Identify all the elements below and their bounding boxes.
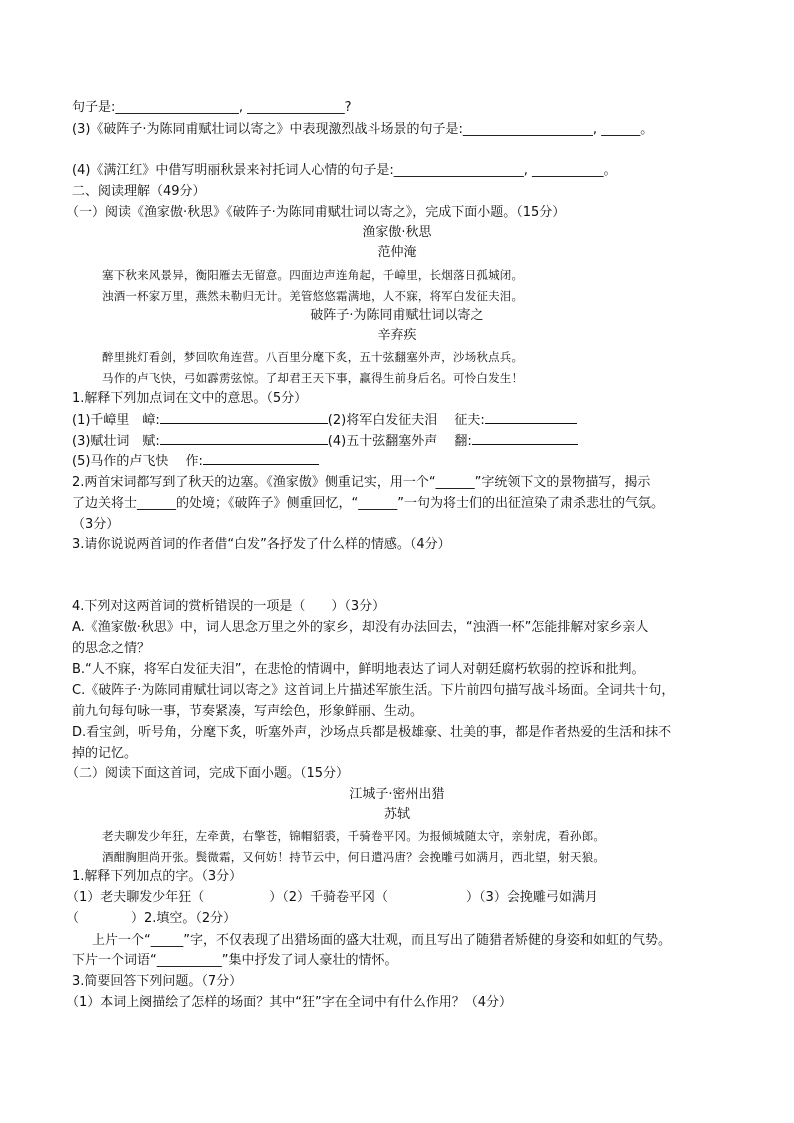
option-c: C.《破阵子·为陈同甫赋壮词以寄之》这首词上片描述军旅生活。下片前四句描写战斗场面。全词共十句，: [72, 683, 675, 698]
option-a: A.《渔家傲·秋思》中，词人思念万里之外的家乡，却没有办法回去，“浊酒一杯”怎能排解对家乡亲人: [72, 620, 649, 635]
option-b: B.“人不寐，将军白发征夫泪”，在悲怆的情调中，鲜明地表达了词人对朝廷腐朽软弱的控诉和批判。: [72, 662, 645, 677]
poem-line: 醉里挑灯看剑，梦回吹角连营。八百里分麾下炙，五十弦翻塞外声，沙场秋点兵。: [102, 350, 524, 364]
poem-author: 苏轼: [383, 807, 410, 822]
poem-author: 范仲淹: [377, 245, 417, 260]
question-text: 下片一个词语“__________”集中抒发了词人豪壮的情怀。: [72, 953, 398, 968]
answer-blank[interactable]: [485, 411, 577, 424]
poem-line: 马作的卢飞快，弓如霹雳弦惊。了却君王天下事，赢得生前身后名。可怜白发生！: [102, 371, 524, 385]
option-a-cont: 的思念之情？: [72, 641, 151, 656]
poem-title: 江城子·密州出猎: [349, 787, 445, 802]
poem-title: 破阵子·为陈同甫赋壮词以寄之: [310, 308, 484, 323]
option-d-cont: 掉的记忆。: [72, 746, 138, 761]
question-row: [72, 432, 734, 451]
question-text: 4.下列对这两首词的赏析错误的一项是（ ）（3分）: [72, 599, 386, 614]
question-text: 2.两首宋词都写到了秋天的边塞。《渔家傲》侧重记实，用一个“______”字统领下文的景物描写，揭示: [72, 475, 651, 490]
section-heading: 二、阅读理解（49分）: [72, 184, 206, 199]
question-text: 3.请你说说两首词的作者借“白发”各抒发了什么样的情感。（4分）: [72, 537, 451, 552]
poem-line: 浊酒一杯家万里，燕然未勒归无计。羌管悠悠霜满地，人不寐，将军白发征夫泪。: [102, 289, 524, 303]
question-text: （1）老夫聊发少年狂（ ）（2）千骑卷平冈（ ）（3）会挽雕弓如满月: [66, 890, 598, 905]
question-text: 了边关将士______的处境；《破阵子》侧重回忆，“______”一句为将士们的出征渲染了肃杀悲壮的气氛。: [72, 496, 664, 511]
question-heading: 1.解释下列加点的字。（3分）: [72, 869, 243, 884]
question-text: 上片一个“_____”字，不仅表现了出猎场面的盛大壮观，而且写出了随猎者矫健的身姿和如虹的气势。: [66, 933, 671, 948]
option-d: D.看宝剑，听号角，分麾下炙，听塞外声，沙场点兵都是极雄豪、壮美的事，都是作者热爱的生活和抹不: [72, 725, 672, 740]
question-text: （ ）2.填空。（2分）: [66, 911, 237, 926]
question-item: (2)将军白发征夫泪 征夫:: [327, 413, 485, 428]
question-text: （3分）: [72, 517, 120, 532]
question-heading: 1.解释下列加点词在文中的意思。（5分）: [72, 391, 308, 406]
option-c-cont: 前九句每句咏一事，节奏紧凑，写声绘色，形象鲜丽、生动。: [72, 704, 424, 719]
answer-blank[interactable]: [472, 432, 578, 445]
text-line: (3)《破阵子·为陈同甫赋壮词以寄之》中表现激烈战斗场景的句子是:____________________, ______。: [72, 122, 654, 137]
poem-line: 塞下秋来风景异，衡阳雁去无留意。四面边声连角起，千嶂里，长烟落日孤城闭。: [102, 268, 524, 282]
poem-line: 老夫聊发少年狂，左牵黄，右擎苍，锦帽貂裘，千骑卷平冈。为报倾城随太守，亲射虎，看孙郎。: [102, 829, 606, 843]
subsection-heading: （二）阅读下面这首词，完成下面小题。（15分）: [66, 766, 350, 781]
poem-title: 渔家傲·秋思: [362, 225, 432, 240]
answer-blank[interactable]: [203, 452, 319, 465]
question-row: [72, 411, 734, 430]
question-row: [72, 452, 734, 471]
question-text: （1）本词上阕描绘了怎样的场面？其中“狂”字在全词中有什么作用？（4分）: [66, 995, 513, 1010]
answer-blank[interactable]: [160, 411, 328, 424]
poem-author: 辛弃疾: [377, 328, 417, 343]
question-item: (3)赋壮词 赋:: [72, 434, 160, 449]
question-item: (1)千嶂里 嶂:: [72, 413, 160, 428]
question-item: (5)马作的卢飞快 作:: [72, 454, 203, 469]
poem-line: 酒酣胸胆尚开张。鬓微霜，又何妨！持节云中，何日遣冯唐？会挽雕弓如满月，西北望，射天狼。: [102, 850, 606, 864]
text-line: 句子是:___________________, _______________?: [72, 100, 352, 115]
subsection-heading: （一）阅读《渔家傲·秋思》《破阵子·为陈同甫赋壮词以寄之》，完成下面小题。（15分）: [66, 205, 566, 220]
answer-blank[interactable]: [160, 432, 328, 445]
question-heading: 3.简要回答下列问题。（7分）: [72, 974, 243, 989]
question-item: (4)五十弦翻塞外声 翻:: [327, 434, 472, 449]
text-line: (4)《满江红》中借写明丽秋景来衬托词人心情的句子是:____________________, ___________。: [72, 163, 617, 178]
